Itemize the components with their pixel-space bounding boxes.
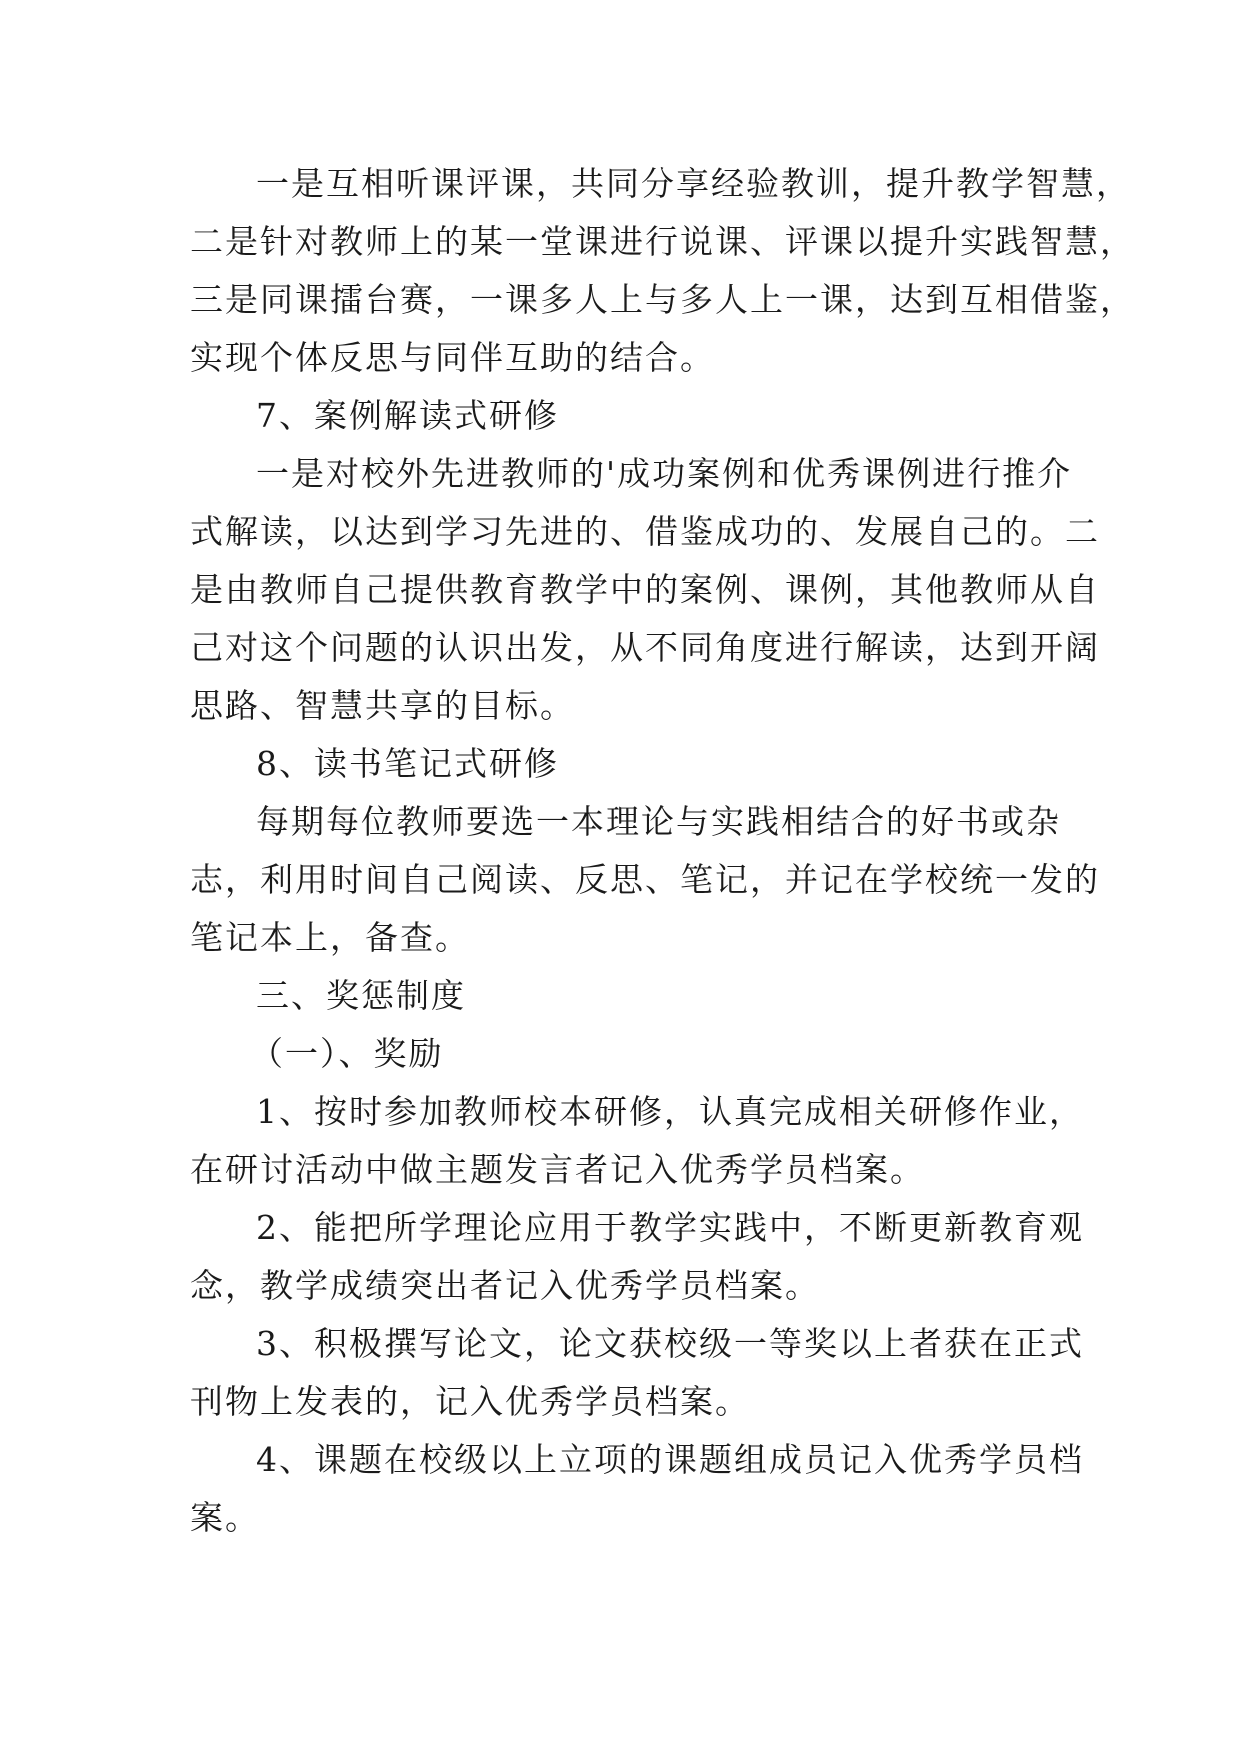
paragraph-line: 2、能把所学理论应用于教学实践中，不断更新教育观 bbox=[256, 1208, 1084, 1247]
paragraph-line: 实现个体反思与同伴互助的结合。 bbox=[190, 338, 715, 377]
paragraph-line: 式解读，以达到学习先进的、借鉴成功的、发展自己的。二 bbox=[190, 512, 1100, 551]
paragraph-line: 是由教师自己提供教育教学中的案例、课例，其他教师从自 bbox=[190, 570, 1100, 609]
paragraph-line: 3、积极撰写论文，论文获校级一等奖以上者获在正式 bbox=[256, 1324, 1084, 1363]
paragraph-line: 笔记本上，备查。 bbox=[190, 918, 470, 957]
paragraph-line: 三是同课擂台赛，一课多人上与多人上一课，达到互相借鉴， bbox=[190, 280, 1135, 319]
document-body bbox=[190, 155, 1135, 1547]
paragraph-line: 己对这个问题的认识出发，从不同角度进行解读，达到开阔 bbox=[190, 628, 1100, 667]
paragraph-line: 一是对校外先进教师的'成功案例和优秀课例进行推介 bbox=[256, 454, 1073, 493]
paragraph-line: 在研讨活动中做主题发言者记入优秀学员档案。 bbox=[190, 1150, 925, 1189]
paragraph-line: 1、按时参加教师校本研修，认真完成相关研修作业， bbox=[256, 1092, 1084, 1131]
subsection-heading: （一）、奖励 bbox=[250, 1034, 444, 1073]
section-heading: 三、奖惩制度 bbox=[256, 976, 466, 1015]
paragraph-line: 一是互相听课评课，共同分享经验教训，提升教学智慧， bbox=[256, 164, 1131, 203]
paragraph-line: 刊物上发表的，记入优秀学员档案。 bbox=[190, 1382, 750, 1421]
section-heading: 8、读书笔记式研修 bbox=[256, 744, 559, 783]
paragraph-line: 思路、智慧共享的目标。 bbox=[190, 686, 575, 725]
paragraph-line: 二是针对教师上的某一堂课进行说课、评课以提升实践智慧， bbox=[190, 222, 1135, 261]
paragraph-line: 念，教学成绩突出者记入优秀学员档案。 bbox=[190, 1266, 820, 1305]
paragraph-line: 4、课题在校级以上立项的课题组成员记入优秀学员档 bbox=[256, 1440, 1084, 1479]
section-heading: 7、案例解读式研修 bbox=[256, 396, 559, 435]
paragraph-line: 志，利用时间自己阅读、反思、笔记，并记在学校统一发的 bbox=[190, 860, 1100, 899]
paragraph-line: 每期每位教师要选一本理论与实践相结合的好书或杂 bbox=[256, 802, 1061, 841]
paragraph-line: 案。 bbox=[190, 1498, 260, 1537]
